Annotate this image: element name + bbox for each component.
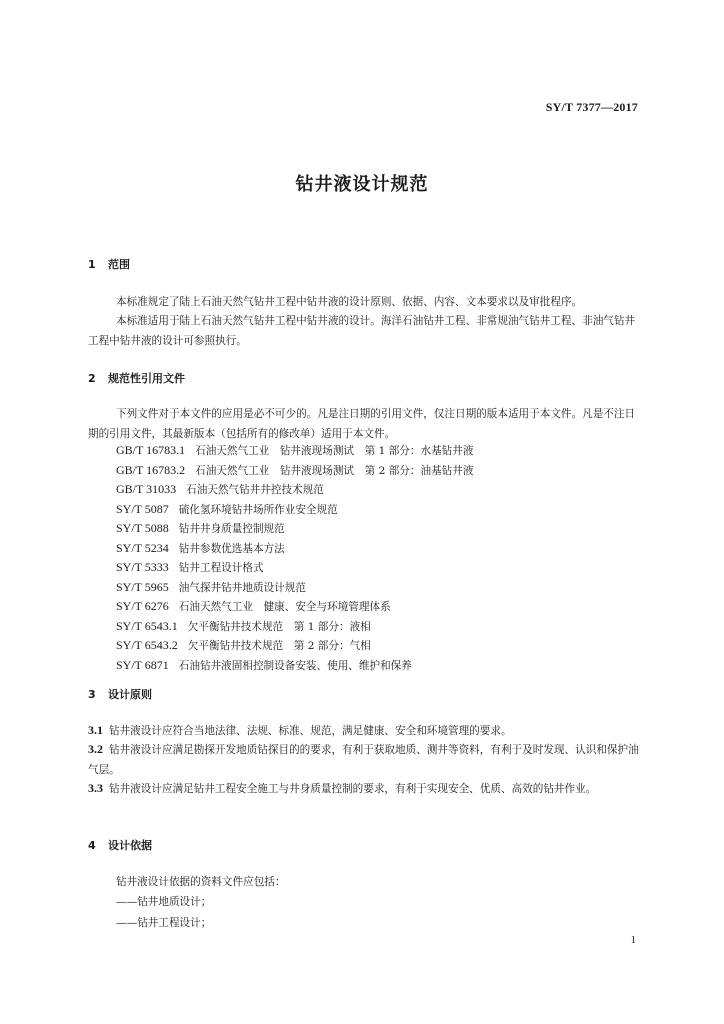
- clause-3-2: [88, 739, 640, 780]
- reference-item: [116, 597, 636, 617]
- section-3-number: 3: [88, 688, 96, 701]
- reference-item: [116, 656, 636, 676]
- clause-text: 钻井液设计应满足钻井工程安全施工与井身质量控制的要求，有利于实现安全、优质、高效的钻井作业。: [109, 783, 597, 795]
- reference-code: GB/T 16783.1: [116, 443, 186, 457]
- clause-text: 钻井液设计应满足勘探开发地质钻探目的的要求，有利于获取地质、测井等资料，有利于及时发现、认识和保护油气层。: [88, 744, 639, 776]
- clause-number: 3.1: [88, 723, 103, 737]
- clause-3-3: [88, 778, 640, 799]
- reference-title: 石油钻井液固相控制设备安装、使用、维护和保养: [178, 659, 412, 672]
- reference-title: 钻井工程设计格式: [178, 562, 264, 574]
- document-title: 钻井液设计规范: [295, 174, 429, 195]
- reference-title: 石油天然气工业 钻井液现场测试 第 1 部分：水基钻井液: [195, 445, 474, 457]
- reference-item: [116, 539, 636, 559]
- clause-number: 3.3: [88, 781, 103, 795]
- section-2-number: 2: [88, 372, 96, 385]
- list-item: ——钻井地质设计；: [116, 896, 212, 908]
- section-4-heading: [88, 837, 152, 853]
- reference-code: SY/T 5234: [116, 540, 169, 555]
- clause-3-1: [88, 720, 640, 741]
- reference-title: 钻井参数优选基本方法: [178, 542, 285, 555]
- section-1-paragraph-1: 本标准规定了陆上石油天然气钻井工程中钻井液的设计原则、依据、内容、文本要求以及审批程序。: [116, 296, 583, 308]
- reference-title: 石油天然气工业 健康、安全与环境管理体系: [178, 601, 391, 613]
- section-2-intro: 下列文件对于本文件的应用是必不可少的。凡是注日期的引用文件，仅注日期的版本适用于本文件。凡是不注日期的引用文件，其最新版本（包括所有的修改单）适用于本文件。: [88, 408, 636, 440]
- reference-item: [116, 461, 636, 481]
- reference-code: GB/T 16783.2: [116, 462, 186, 477]
- section-1-title: 范围: [108, 258, 130, 271]
- reference-title: 硫化氢环境钻井场所作业安全规范: [178, 503, 338, 516]
- reference-code: SY/T 5965: [116, 579, 169, 594]
- reference-item: [116, 519, 636, 539]
- section-1-number: 1: [88, 258, 96, 271]
- reference-title: 油气探井钻井地质设计规范: [178, 581, 306, 594]
- reference-title: 欠平衡钻井技术规范 第 2 部分：气相: [187, 640, 371, 652]
- reference-code: SY/T 5333: [116, 560, 169, 574]
- reference-list: [116, 441, 636, 675]
- section-2-heading: [88, 370, 185, 386]
- section-3-title: 设计原则: [108, 688, 152, 701]
- list-item: ——钻井工程设计；: [116, 917, 212, 929]
- clause-number: 3.2: [88, 742, 103, 756]
- reference-code: SY/T 5088: [116, 521, 169, 535]
- clause-text: 钻井液设计应符合当地法律、法规、标准、规范，满足健康、安全和环境管理的要求。: [109, 725, 512, 737]
- reference-title: 石油天然气钻井井控技术规范: [186, 484, 324, 496]
- section-4-title: 设计依据: [108, 839, 152, 852]
- reference-code: SY/T 6871: [116, 657, 169, 672]
- reference-code: SY/T 5087: [116, 501, 169, 516]
- reference-code: SY/T 6276: [116, 599, 169, 613]
- reference-code: SY/T 6543.2: [116, 638, 178, 652]
- design-basis-list: [116, 892, 211, 934]
- reference-title: 石油天然气工业 钻井液现场测试 第 2 部分：油基钻井液: [195, 464, 474, 477]
- section-1-paragraph-2: 本标准适用于陆上石油天然气钻井工程中钻井液的设计。海洋石油钻井工程、非常规油气钻井工程、非油气钻井工程中钻井液的设计可参照执行。: [88, 315, 636, 347]
- reference-item: [116, 617, 636, 637]
- section-4-number: 4: [88, 839, 96, 852]
- section-4-intro: 钻井液设计依据的资料文件应包括：: [116, 876, 286, 888]
- section-3-heading: [88, 686, 152, 702]
- reference-item: [116, 636, 636, 656]
- reference-title: 钻井井身质量控制规范: [178, 523, 285, 535]
- section-2-title: 规范性引用文件: [108, 372, 185, 385]
- reference-item: [116, 480, 636, 500]
- reference-code: SY/T 6543.1: [116, 618, 178, 633]
- page-number: 1: [630, 934, 636, 946]
- section-1-heading: [88, 256, 130, 272]
- reference-item: [116, 441, 636, 461]
- reference-item: [116, 558, 636, 578]
- reference-code: GB/T 31033: [116, 482, 177, 496]
- reference-item: [116, 578, 636, 598]
- standard-code: SY/T 7377—2017: [545, 100, 638, 114]
- reference-title: 欠平衡钻井技术规范 第 1 部分：液相: [187, 620, 371, 633]
- reference-item: [116, 500, 636, 520]
